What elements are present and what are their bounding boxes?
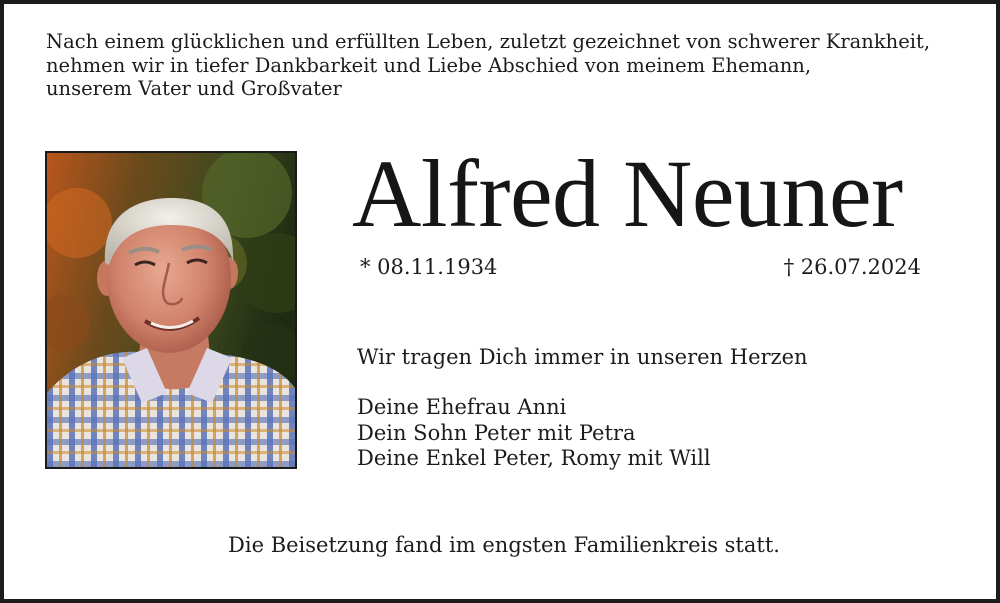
- birth-date: * 08.11.1934: [360, 255, 498, 279]
- memorial-motto: Wir tragen Dich immer in unseren Herzen: [357, 345, 808, 369]
- mourner-line: Dein Sohn Peter mit Petra: [357, 420, 636, 445]
- intro-line: unserem Vater und Großvater: [46, 77, 342, 100]
- funeral-note: Die Beisetzung fand im engsten Familienkreis statt.: [228, 533, 780, 557]
- mourner-line: Deine Ehefrau Anni: [357, 395, 567, 419]
- death-date: † 26.07.2024: [783, 255, 921, 279]
- intro-line: nehmen wir in tiefer Dankbarkeit und Liebe Abschied von meinem Ehemann,: [46, 53, 812, 77]
- intro-line: Nach einem glücklichen und erfüllten Leben, zuletzt gezeichnet von schwerer Krankheit,: [46, 30, 931, 53]
- deceased-name: Alfred Neuner: [352, 140, 903, 247]
- mourner-line: Deine Enkel Peter, Romy mit Will: [357, 446, 711, 470]
- intro-text: [46, 30, 976, 101]
- portrait-photo: [45, 151, 297, 469]
- mourners-list: [357, 395, 711, 472]
